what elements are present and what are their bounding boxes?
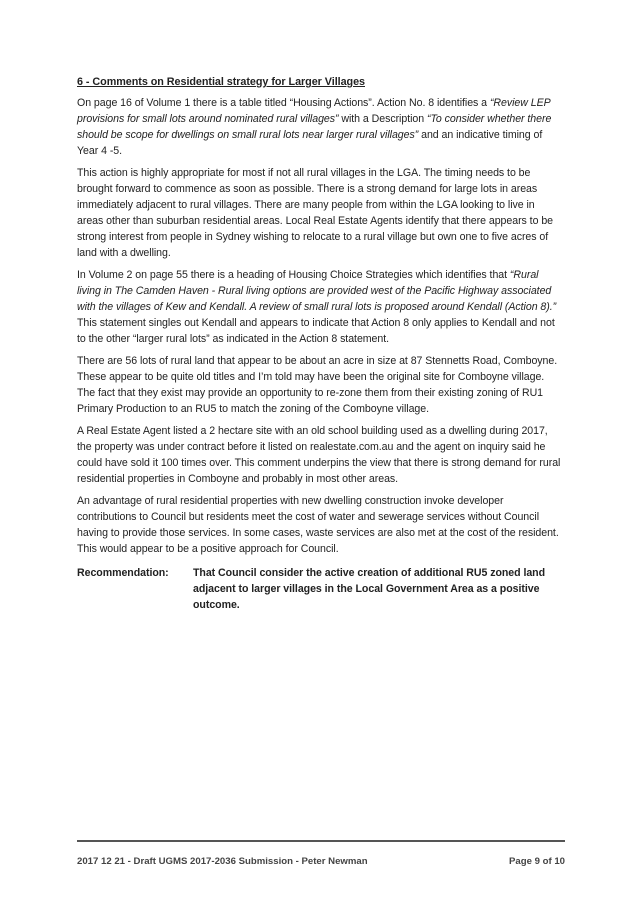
paragraph-text: with a Description <box>338 113 427 125</box>
section-heading: 6 - Comments on Residential strategy for Larger Villages <box>77 76 365 88</box>
footer-page-number: Page 9 of 10 <box>509 856 565 867</box>
paragraph-advantage: An advantage of rural residential properties with new dwelling construction invoke developer contributions to Council but residents meet the cost of water and sewerage services without Council having to provide those services. In some cases, waste services are also met at the cost of the resident. This would appear to be a positive approach for Council. <box>77 495 559 555</box>
paragraph-text: This statement singles out Kendall and appears to indicate that Action 8 only applies to Kendall and not to the other “larger rural lots” as indicated in the Action 8 statement. <box>77 317 555 345</box>
italic-quote: “Rural living in The Camden Haven - Rural living options are provided west of the Pacific Highway associated with the villages of Kew and Kendall. A review of small rural lots is proposed around Kendall (Action 8).” <box>77 269 557 313</box>
italic-quote: “To consider whether there should be scope for dwellings on small rural lots near larger rural villages” <box>77 113 552 141</box>
paragraph-text: On page 16 of Volume 1 there is a table titled “Housing Actions”. Action No. 8 identifies a <box>77 97 490 109</box>
paragraph-timing: This action is highly appropriate for most if not all rural villages in the LGA. The timing needs to be brought forward to commence as soon as possible. There is a strong demand for large lots in areas immediately adjacent to rural villages. There are many people from within the LGA looking to live in areas other than suburban residential areas. Local Real Estate Agents identify that there appears to be strong interest from people in Sydney wishing to relocate to a rural village but own one to five acres of land with a dwelling. <box>77 167 553 259</box>
recommendation-label: Recommendation: <box>77 567 169 579</box>
paragraph-real-estate-agent: A Real Estate Agent listed a 2 hectare site with an old school building used as a dwelling during 2017, the property was under contract before it listed on realestate.com.au and the agent on inquiry said he could have sold it 100 times over. This comment underpins the view that there is strong demand for rural residential properties in Comboyne and probably in most other areas. <box>77 425 561 485</box>
paragraph-text: In Volume 2 on page 55 there is a heading of Housing Choice Strategies which identifies that <box>77 269 510 281</box>
footer-divider <box>77 840 565 842</box>
paragraph-volume-2 <box>77 267 563 347</box>
footer-document-title: 2017 12 21 - Draft UGMS 2017-2036 Submission - Peter Newman <box>77 856 368 867</box>
paragraph-text: and an indicative timing of Year 4 -5. <box>77 129 543 157</box>
italic-quote: “Review LEP provisions for small lots around nominated rural villages” <box>77 97 551 125</box>
paragraph-housing-actions <box>77 95 563 159</box>
page-content <box>77 74 563 613</box>
recommendation-block <box>77 565 563 613</box>
paragraph-stennetts-road: There are 56 lots of rural land that appear to be about an acre in size at 87 Stennetts Road, Comboyne. These appear to be quite old titles and I’m told may have been the original site for Comboyne village. The fact that they exist may provide an opportunity to re-zone them from their existing zoning of RU1 Primary Production to an RU5 to match the zoning of the Comboyne village. <box>77 355 558 415</box>
page-footer <box>77 856 565 867</box>
recommendation-text: That Council consider the active creation of additional RU5 zoned land adjacent to larger villages in the Local Government Area as a positive outcome. <box>193 567 546 611</box>
